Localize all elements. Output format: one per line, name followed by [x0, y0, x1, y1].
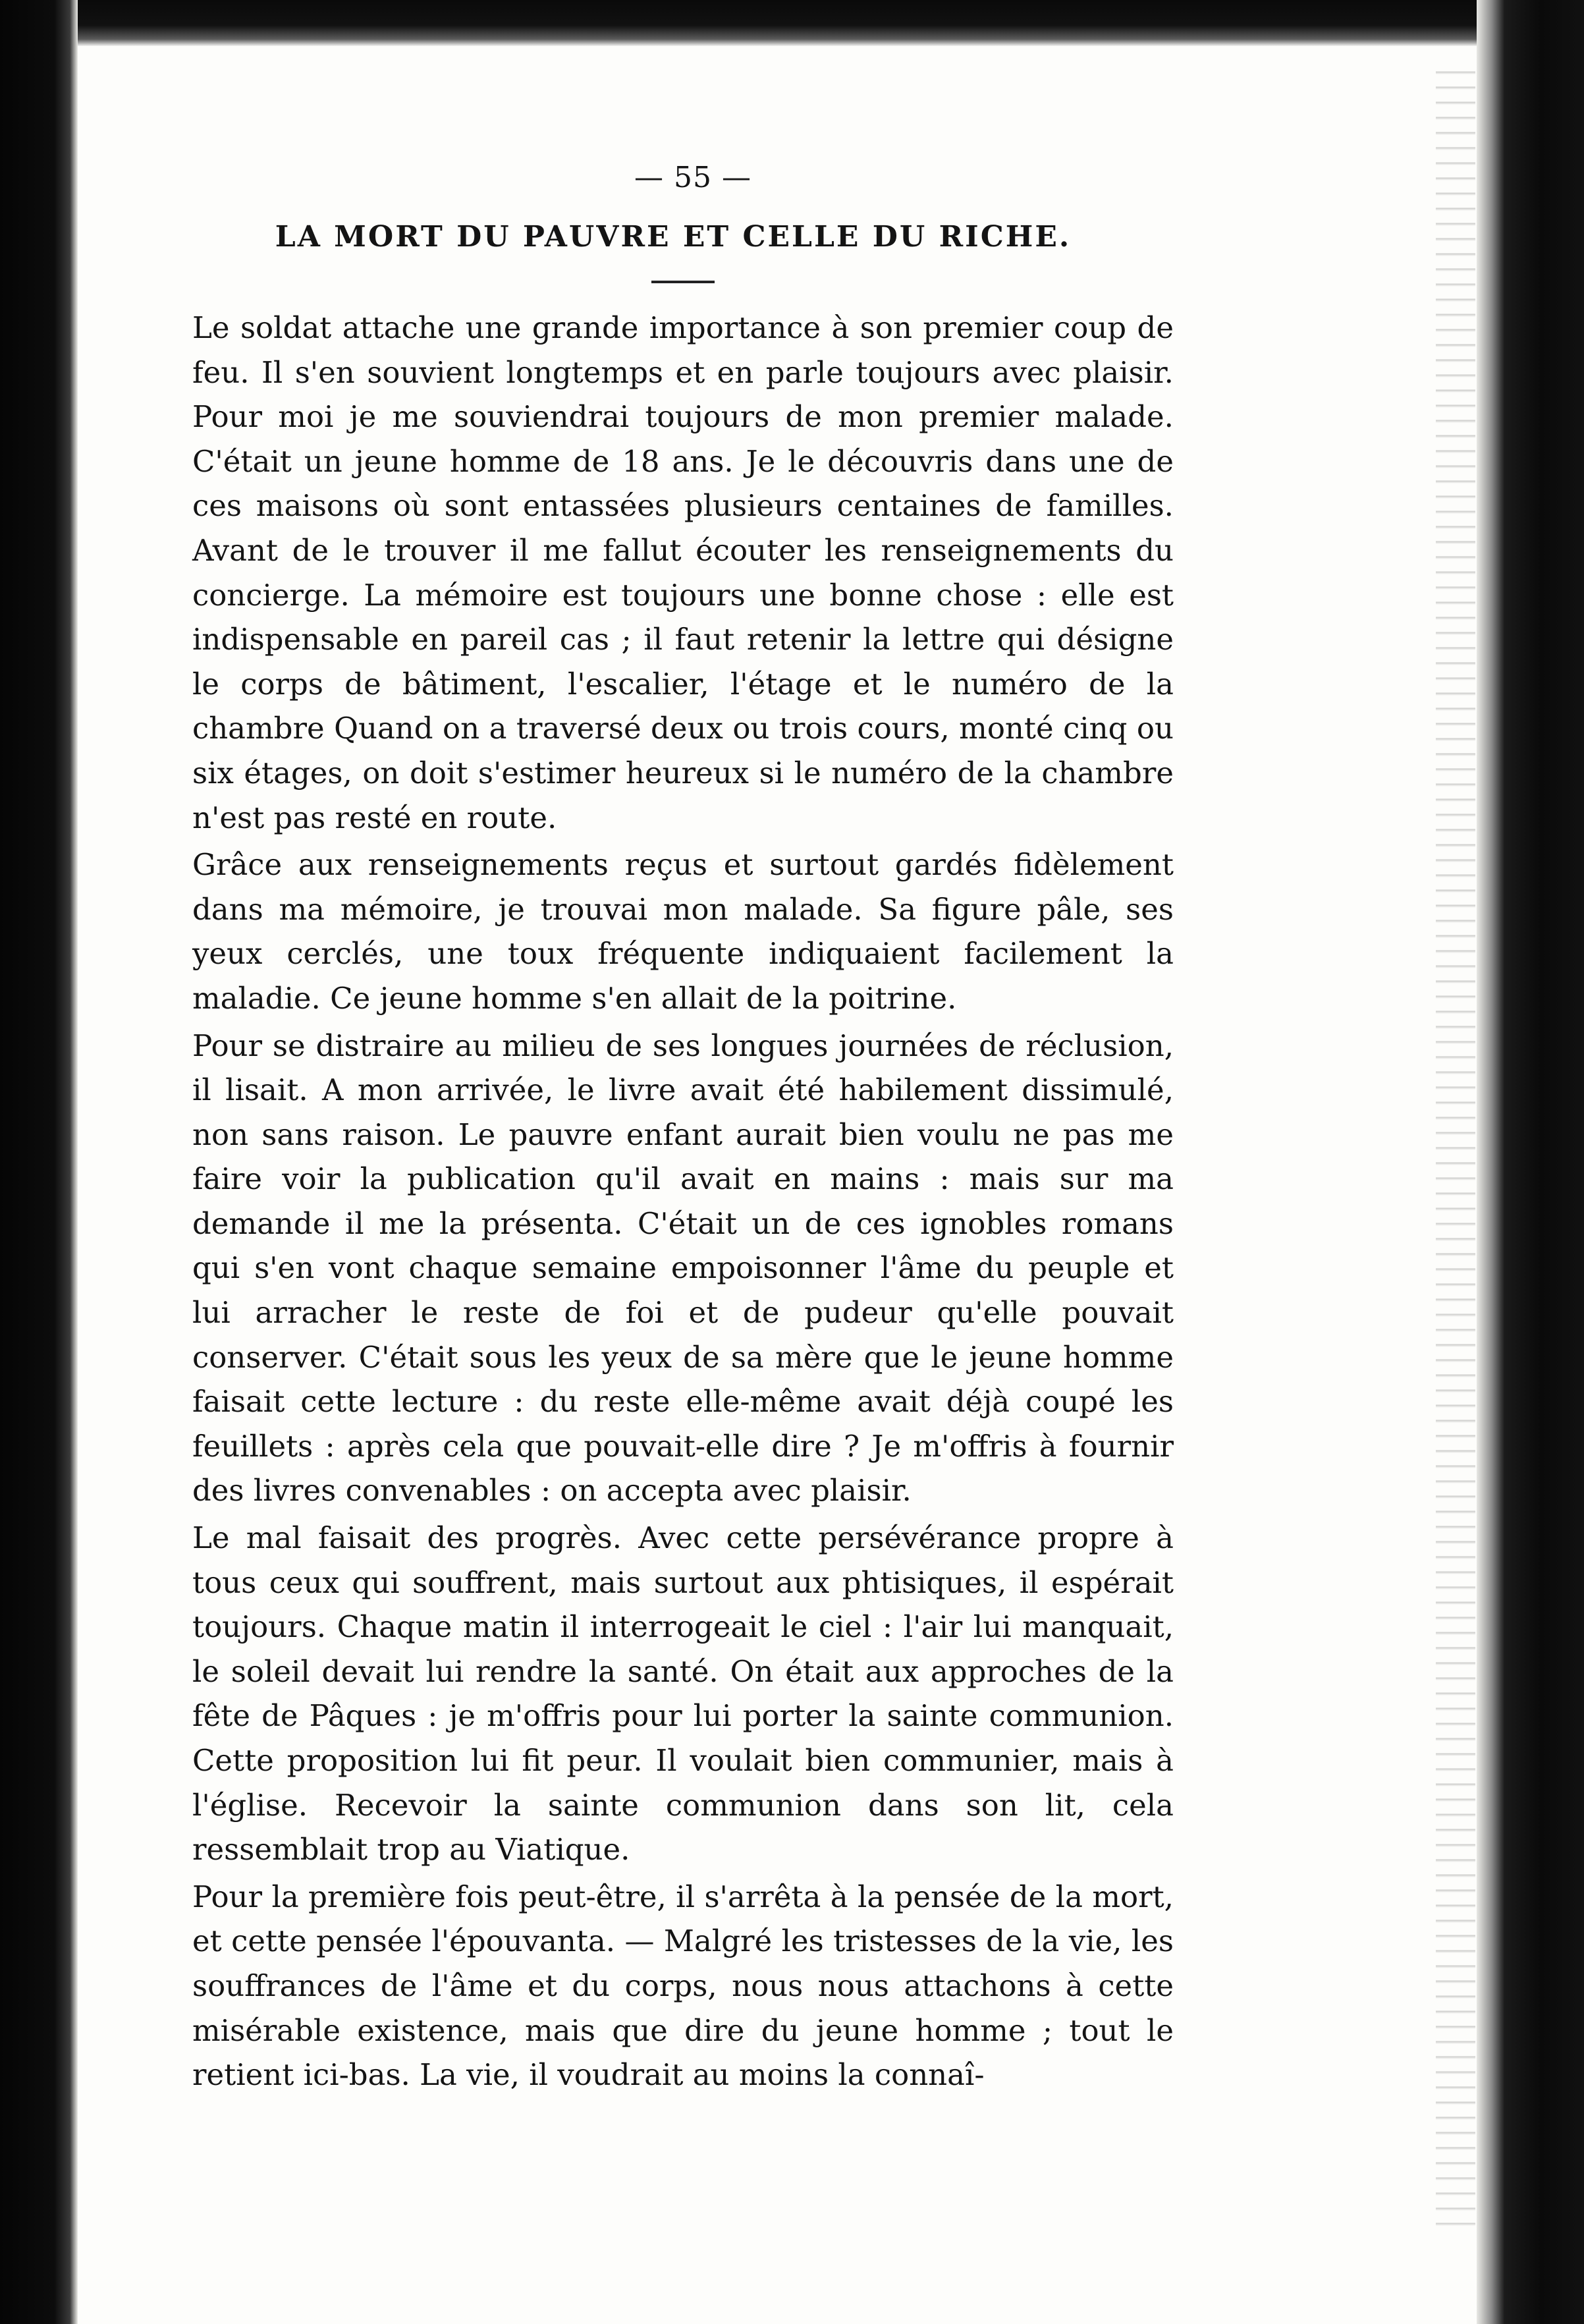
scan-border-right	[1477, 0, 1584, 2324]
paragraph-1: Le soldat attache une grande importance à son premier coup de feu. Il s'en souvient longtemps et en parle toujours avec plaisir. Pour moi je me souviendrai toujours de mon premier malade. C'était un jeune homme de 18 ans. Je le découvris dans une de ces maisons où sont entassées plusieurs centaines de familles. Avant de le trouver il me fallut écouter les renseignements du concierge. La mémoire est toujours une bonne chose : elle est indispensable en pareil cas ; il faut retenir la lettre qui désigne le corps de bâtiment, l'escalier, l'étage et le numéro de la chambre Quand on a traversé deux ou trois cours, monté cinq ou six étages, on doit s'estimer heureux si le numéro de la chambre n'est pas resté en route.	[192, 310, 1174, 835]
chapter-title: LA MORT DU PAUVRE ET CELLE DU RICHE.	[275, 220, 1072, 254]
scan-border-top	[0, 0, 1584, 46]
paragraph-2: Grâce aux renseignements reçus et surtout gardés fidèlement dans ma mémoire, je trouvai mon malade. Sa figure pâle, ses yeux cerclés, une toux fréquente indiquaient facilement la maladie. Ce jeune homme s'en allait de la poitrine.	[192, 847, 1174, 1016]
title-rule	[651, 281, 715, 283]
page-text-block	[192, 158, 1174, 2097]
paragraph-5: Pour la première fois peut-être, il s'arrêta à la pensée de la mort, et cette pensée l'épouvanta. — Malgré les tristesses de la vie, les souffrances de l'âme et du corps, nous nous attachons à cette misérable existence, mais que dire du jeune homme ; tout le retient ici-bas. La vie, il voudrait au moins la connaî-	[192, 1879, 1174, 2093]
paragraph-4: Le mal faisait des progrès. Avec cette persévérance propre à tous ceux qui souffrent, mais surtout aux phtisiques, il espérait toujours. Chaque matin il interrogeait le ciel : l'air lui manquait, le soleil devait lui rendre la santé. On était aux approches de la fête de Pâques : je m'offris pour lui porter la sainte communion. Cette proposition lui fit peur. Il voulait bien communier, mais à l'église. Recevoir la sainte communion dans son lit, cela ressemblait trop au Viatique.	[192, 1520, 1174, 1868]
page-number: — 55 —	[634, 161, 751, 194]
scan-border-left	[0, 0, 78, 2324]
paragraph-3: Pour se distraire au milieu de ses longues journées de réclusion, il lisait. A mon arrivée, le livre avait été habilement dissimulé, non sans raison. Le pauvre enfant aurait bien voulu ne pas me faire voir la publication qu'il avait en mains : mais sur ma demande il me la présenta. C'était un de ces ignobles romans qui s'en vont chaque semaine empoisonner l'âme du peuple et lui arracher le reste de foi et de pudeur qu'elle pouvait conserver. C'était sous les yeux de sa mère que le jeune homme faisait cette lecture : du reste elle-même avait déjà coupé les feuillets : après cela que pouvait-elle dire ? Je m'offris à fournir des livres convenables : on accepta avec plaisir.	[192, 1028, 1174, 1508]
page-edge-fringe	[1436, 59, 1475, 2233]
